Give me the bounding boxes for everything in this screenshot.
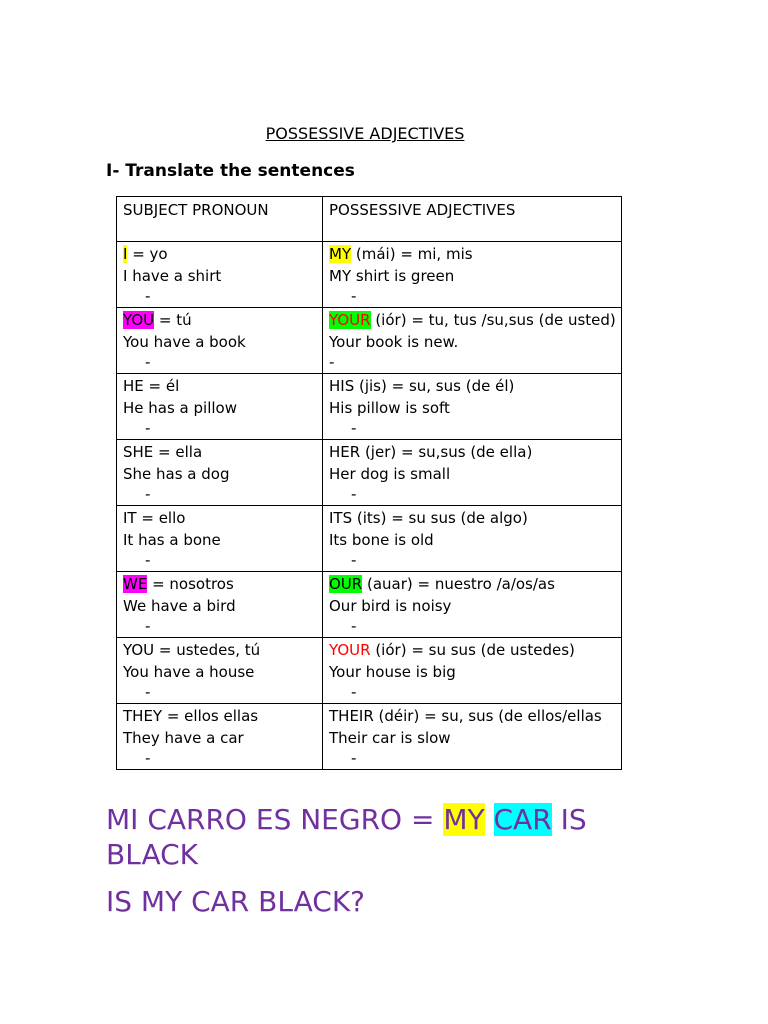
dash-marker: - [145, 749, 151, 767]
dash-marker: - [145, 551, 151, 569]
example-spanish: MI CARRO ES NEGRO = [106, 803, 444, 836]
header-possessive-adjectives: POSSESSIVE ADJECTIVES [323, 197, 622, 242]
pronoun-cell [117, 572, 323, 638]
adjective-highlight: OUR [329, 575, 363, 593]
pronoun-cell [117, 374, 323, 440]
table-row [117, 374, 622, 440]
dash-marker: - [351, 419, 357, 437]
pronoun-translation: THEY = ellos ellas [123, 707, 259, 725]
adjective-translation: HIS (jis) = su, sus (de él) [329, 377, 515, 395]
adjective-translation: (auar) = nuestro /a/os/as [362, 575, 555, 593]
table-row [117, 440, 622, 506]
pronoun-highlight: WE [123, 575, 148, 593]
instructions-heading: I- Translate the sentences [106, 161, 355, 181]
pronoun-translation: HE = él [123, 377, 180, 395]
adjective-sentence: His pillow is soft [329, 399, 450, 417]
dash-marker: - [351, 551, 357, 569]
adjective-translation: (iór) = tu, tus /su,sus (de usted) [370, 311, 616, 329]
table-header-row [117, 197, 622, 242]
pronoun-cell [117, 242, 323, 308]
pronoun-translation: YOU = ustedes, tú [123, 641, 261, 659]
adjective-cell [323, 308, 622, 374]
pronoun-highlight: YOU [123, 311, 155, 329]
example-my-highlight: MY [443, 803, 485, 836]
adjective-cell [323, 440, 622, 506]
pronoun-cell [117, 704, 323, 770]
example-sentence: It has a bone [123, 531, 221, 549]
adjective-cell [323, 374, 622, 440]
pronoun-translation: = yo [127, 245, 168, 263]
adjective-cell [323, 704, 622, 770]
example-sentence: We have a bird [123, 597, 236, 615]
table-row [117, 638, 622, 704]
adjective-sentence: Their car is slow [329, 729, 451, 747]
adjective-sentence: Our bird is noisy [329, 597, 452, 615]
pronoun-translation: IT = ello [123, 509, 186, 527]
adjective-sentence: Your house is big [329, 663, 456, 681]
example-sentence: You have a book [123, 333, 246, 351]
adjective-sentence: MY shirt is green [329, 267, 455, 285]
dash-marker: - [145, 353, 151, 371]
table-row [117, 308, 622, 374]
table-row [117, 242, 622, 308]
adjective-sentence: Your book is new. [329, 333, 459, 351]
dash-marker: - [145, 419, 151, 437]
dash-marker: - [351, 683, 357, 701]
pronoun-cell [117, 506, 323, 572]
adjective-translation: THEIR (déir) = su, sus (de ellos/ellas [329, 707, 602, 725]
example-sentence: She has a dog [123, 465, 230, 483]
pronoun-highlight: I [123, 245, 128, 263]
table-row [117, 506, 622, 572]
adjective-cell [323, 572, 622, 638]
dash-marker: - [145, 485, 151, 503]
adjective-highlight: YOUR [329, 641, 371, 659]
example-car-highlight: CAR [493, 803, 552, 836]
page-title: POSSESSIVE ADJECTIVES [265, 124, 465, 143]
adjective-highlight: YOUR [329, 311, 371, 329]
example-sentence: They have a car [123, 729, 244, 747]
example-rest: IS BLACK [106, 803, 587, 871]
adjective-sentence: Its bone is old [329, 531, 434, 549]
pronoun-translation: = tú [154, 311, 192, 329]
dash-marker: - [329, 353, 335, 371]
dash-marker: - [145, 287, 151, 305]
example-translation [106, 802, 626, 872]
dash-marker: - [145, 617, 151, 635]
adjective-highlight: MY [329, 245, 352, 263]
example-sentence: I have a shirt [123, 267, 222, 285]
adjective-cell [323, 506, 622, 572]
example-question: IS MY CAR BLACK? [106, 885, 366, 918]
pronoun-cell [117, 308, 323, 374]
dash-marker: - [351, 617, 357, 635]
dash-marker: - [351, 287, 357, 305]
example-sentence: He has a pillow [123, 399, 237, 417]
adjective-translation: (iór) = su sus (de ustedes) [370, 641, 575, 659]
adjective-cell [323, 638, 622, 704]
adjective-translation: (mái) = mi, mis [351, 245, 473, 263]
dash-marker: - [351, 485, 357, 503]
adjective-cell [323, 242, 622, 308]
possessive-table [116, 196, 622, 770]
pronoun-cell [117, 638, 323, 704]
example-sentence: You have a house [123, 663, 255, 681]
dash-marker: - [351, 749, 357, 767]
pronoun-translation: SHE = ella [123, 443, 203, 461]
header-subject-pronoun: SUBJECT PRONOUN [117, 197, 323, 242]
table-row [117, 572, 622, 638]
adjective-translation: HER (jer) = su,sus (de ella) [329, 443, 533, 461]
table-row [117, 704, 622, 770]
adjective-sentence: Her dog is small [329, 465, 451, 483]
dash-marker: - [145, 683, 151, 701]
pronoun-translation: = nosotros [147, 575, 234, 593]
pronoun-cell [117, 440, 323, 506]
adjective-translation: ITS (its) = su sus (de algo) [329, 509, 528, 527]
